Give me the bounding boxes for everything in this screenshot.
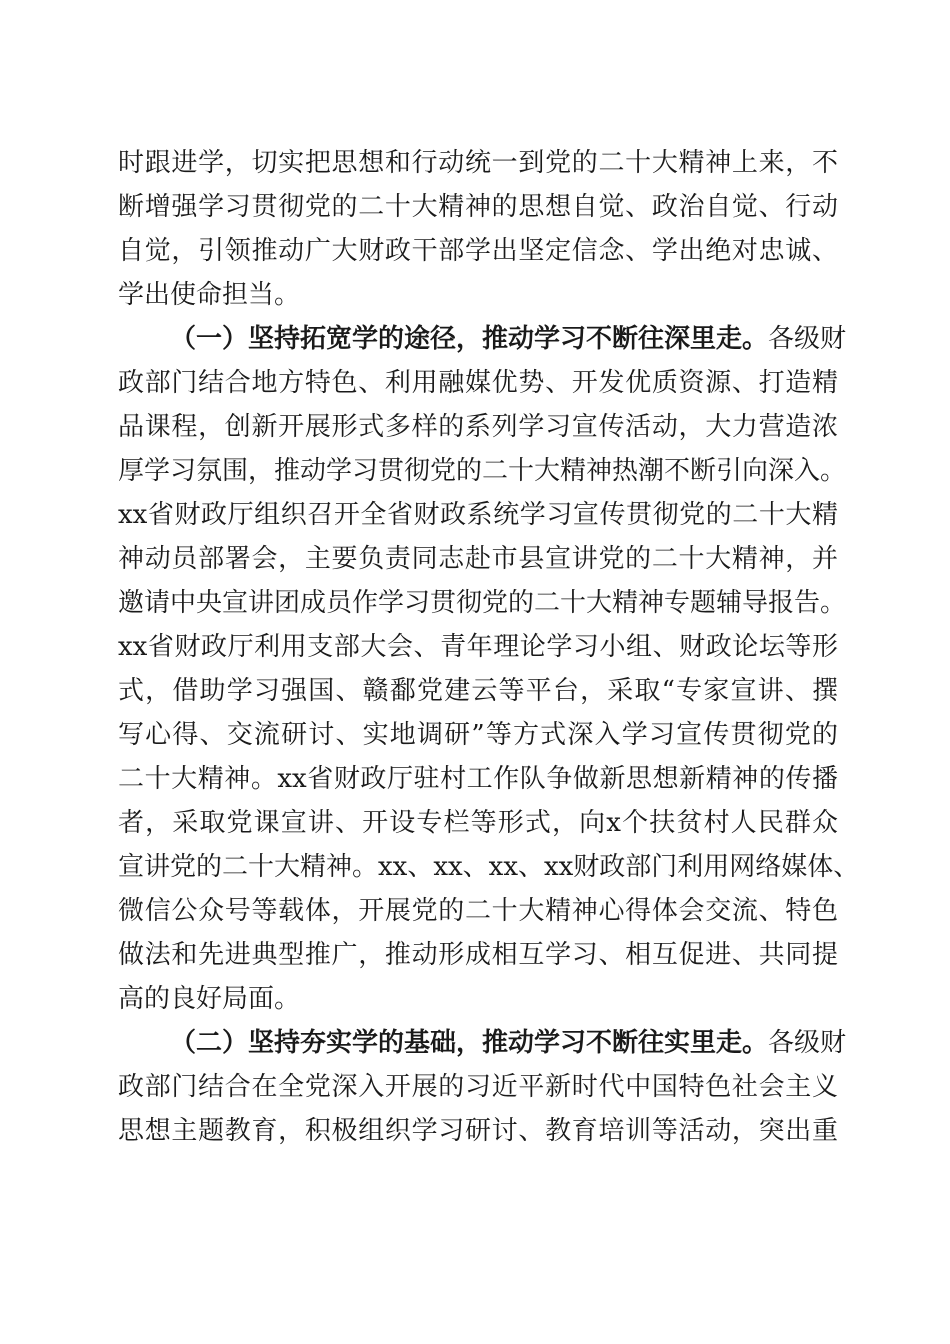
section-heading-2: （二）坚持夯实学的基础，推动学习不断往实里走。 <box>170 1028 769 1058</box>
paragraph-line: 品课程，创新开展形式多样的系列学习宣传活动，大力营造浓 <box>118 412 838 442</box>
paragraph-line: 宣讲党的二十大精神。xx、xx、xx、xx财政部门利用网络媒体、 <box>118 852 860 882</box>
paragraph-line: 神动员部署会，主要负责同志赴市县宣讲党的二十大精神，并 <box>118 544 838 574</box>
paragraph-line: 做法和先进典型推广，推动形成相互学习、相互促进、共同提 <box>118 940 838 970</box>
heading-continuation: 各级财 <box>768 1028 847 1058</box>
paragraph-line: xx省财政厅利用支部大会、青年理论学习小组、财政论坛等形 <box>118 632 838 662</box>
paragraph-line: 写心得、交流研讨、实地调研”等方式深入学习宣传贯彻党的 <box>118 720 838 750</box>
paragraph-line: 微信公众号等载体，开展党的二十大精神心得体会交流、特色 <box>118 896 838 926</box>
paragraph-line: 断增强学习贯彻党的二十大精神的思想自觉、政治自觉、行动 <box>118 192 838 222</box>
paragraph-line: 思想主题教育，积极组织学习研讨、教育培训等活动，突出重 <box>118 1116 838 1146</box>
section-heading-1: （一）坚持拓宽学的途径，推动学习不断往深里走。 <box>170 324 769 354</box>
paragraph-line: 厚学习氛围，推动学习贯彻党的二十大精神热潮不断引向深入。 <box>118 456 847 486</box>
paragraph-line: 式，借助学习强国、赣鄱党建云等平台，采取“专家宣讲、撰 <box>118 676 838 706</box>
paragraph-line: 学出使命担当。 <box>118 280 301 310</box>
paragraph-line: 者，采取党课宣讲、开设专栏等形式，向x个扶贫村人民群众 <box>118 808 838 838</box>
paragraph-line: xx省财政厅组织召开全省财政系统学习宣传贯彻党的二十大精 <box>118 500 838 530</box>
paragraph-line: 自觉，引领推动广大财政干部学出坚定信念、学出绝对忠诚、 <box>118 236 838 266</box>
paragraph-line: 二十大精神。xx省财政厅驻村工作队争做新思想新精神的传播 <box>118 764 838 794</box>
section-heading-line <box>170 1023 847 1063</box>
paragraph-line: 时跟进学，切实把思想和行动统一到党的二十大精神上来，不 <box>118 148 838 178</box>
paragraph-line: 政部门结合在全党深入开展的习近平新时代中国特色社会主义 <box>118 1072 838 1102</box>
paragraph-line: 政部门结合地方特色、利用融媒优势、开发优质资源、打造精 <box>118 368 838 398</box>
heading-continuation: 各级财 <box>768 324 847 354</box>
paragraph-line: 高的良好局面。 <box>118 984 301 1014</box>
paragraph-line: 邀请中央宣讲团成员作学习贯彻党的二十大精神专题辅导报告。 <box>118 588 847 618</box>
section-heading-line <box>170 319 847 359</box>
